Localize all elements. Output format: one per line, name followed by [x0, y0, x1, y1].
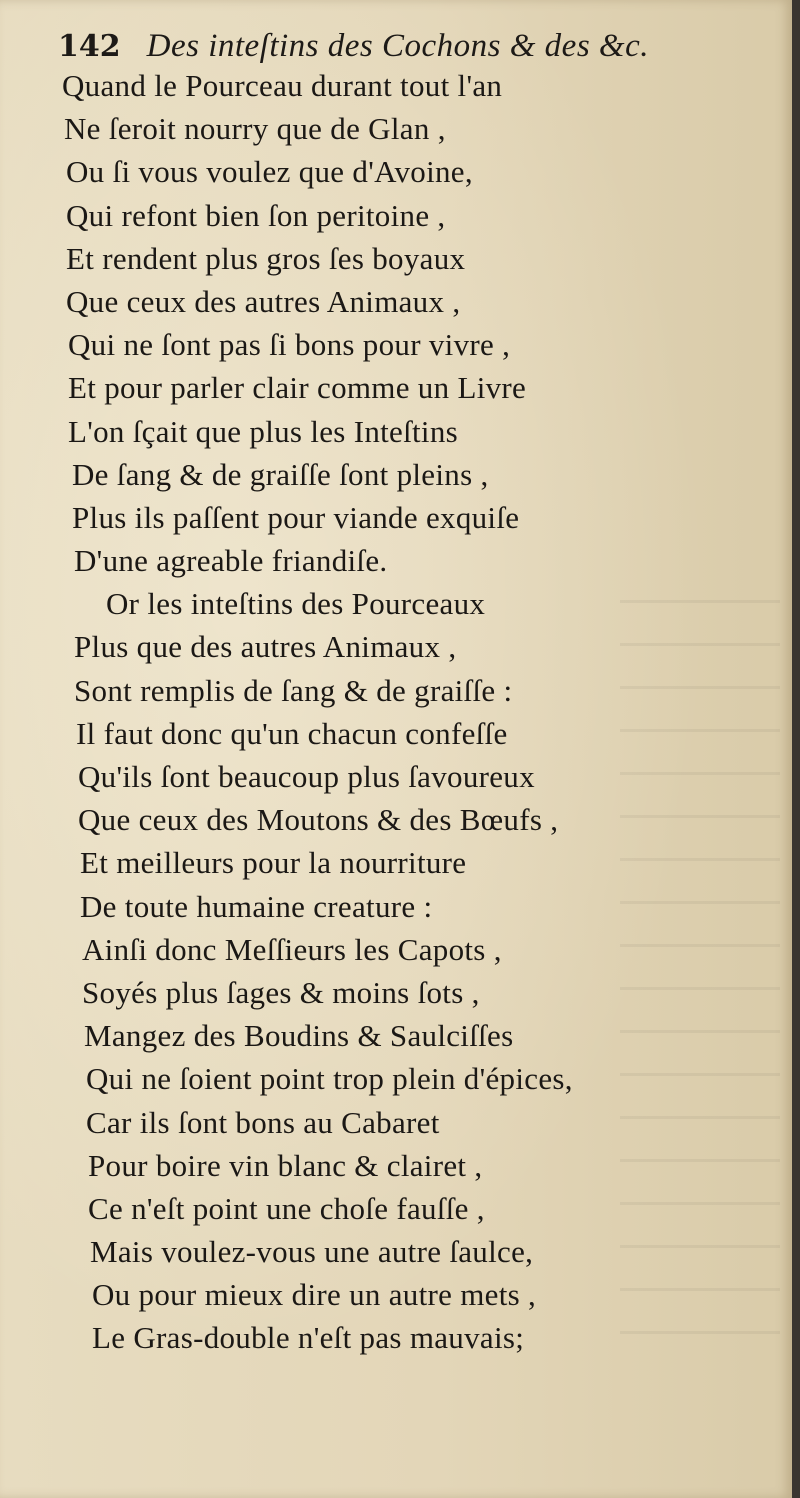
verse-line-11: Plus ils paſſent pour viande exquiſe [72, 499, 520, 535]
verse-line-3: Ou ſi vous voulez que d'Avoine, [66, 154, 473, 190]
verse-line-4: Qui refont bien ſon peritoine , [66, 197, 446, 233]
verse-line-26: Pour boire vin blanc & clairet , [88, 1147, 483, 1183]
verse-line-1: Quand le Pourceau durant tout l'an [62, 68, 503, 103]
verse-line-8: Et pour parler clair comme un Livre [68, 370, 527, 406]
verse-line-30: Le Gras-double n'eſt pas mauvais; [92, 1320, 525, 1356]
verse-line-6: Que ceux des autres Animaux , [66, 283, 461, 319]
verse-line-29: Ou pour mieux dire un autre mets , [92, 1277, 537, 1313]
verse-line-14: Plus que des autres Animaux , [74, 629, 457, 665]
page-header [58, 22, 758, 68]
verse-line-17: Qu'ils ſont beaucoup plus ſavoureux [78, 759, 535, 794]
verse-line-22: Soyés plus ſages & moins ſots , [82, 974, 480, 1010]
verse-line-12: D'une agreable friandiſe. [74, 543, 388, 579]
verse-line-5: Et rendent plus gros ſes boyaux [66, 240, 466, 276]
verse-line-23: Mangez des Boudins & Saulciſſes [84, 1018, 514, 1054]
verse-line-27: Ce n'eſt point une choſe fauſſe , [88, 1190, 485, 1226]
verse-line-24: Qui ne ſoient point trop plein d'épices, [86, 1061, 573, 1097]
verse-line-18: Que ceux des Moutons & des Bœufs , [78, 802, 559, 838]
page-number: 142 [58, 29, 121, 64]
verse-line-15: Sont remplis de ſang & de graiſſe : [74, 672, 513, 708]
verse-line-2: Ne ſeroit nourry que de Glan , [64, 111, 446, 147]
verse-line-9: L'on ſçait que plus les Inteſtins [68, 413, 458, 449]
page-edge [792, 0, 800, 1498]
verse-line-28: Mais voulez-vous une autre ſaulce, [90, 1234, 534, 1270]
verse-line-13: Or les inteſtins des Pourceaux [106, 586, 486, 622]
verse-line-25: Car ils ſont bons au Cabaret [86, 1104, 440, 1140]
verse-line-16: Il faut donc qu'un chacun confeſſe [76, 715, 508, 751]
verse-line-7: Qui ne ſont pas ſi bons pour vivre , [68, 327, 511, 363]
verse-line-10: De ſang & de graiſſe ſont pleins , [72, 456, 489, 492]
verse-line-20: De toute humaine creature : [80, 888, 433, 924]
verse-line-19: Et meilleurs pour la nourriture [80, 845, 467, 881]
verse-text [0, 64, 792, 1360]
running-title: Des inteſtins des Cochons & des &c. [146, 28, 649, 64]
verse-line-21: Ainſi donc Meſſieurs les Capots , [82, 931, 502, 967]
